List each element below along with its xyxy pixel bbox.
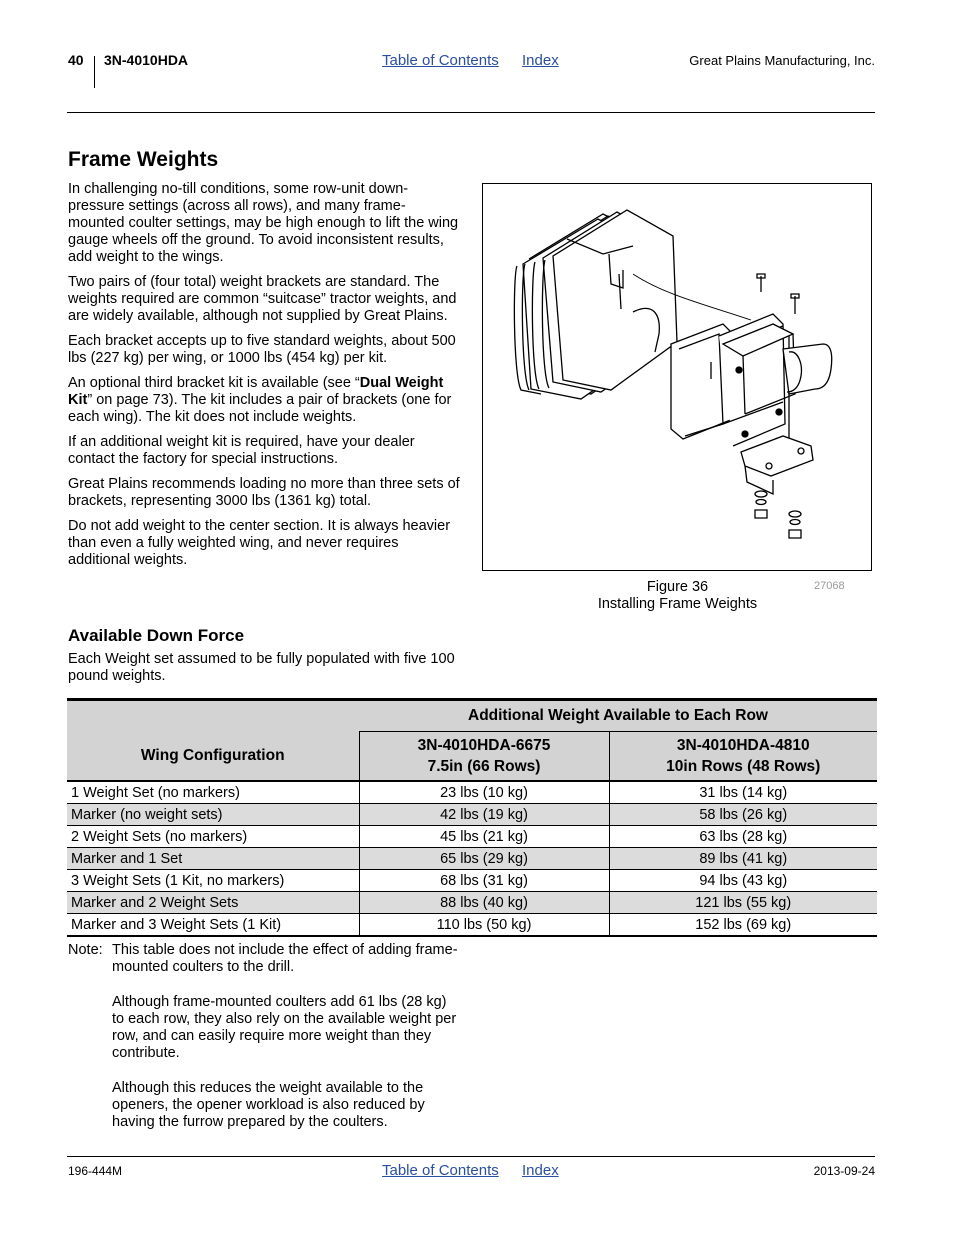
table-cell: 2 Weight Sets (no markers)	[67, 826, 359, 848]
subsection-intro: Each Weight set assumed to be fully populated with five 100 pound weights.	[68, 651, 455, 684]
note-label: Note:	[68, 942, 103, 958]
dual-weight-kit-link[interactable]: Dual Weight Kit	[68, 375, 444, 408]
paragraph	[68, 375, 460, 426]
table-row	[67, 781, 877, 804]
figure-frame-weights	[482, 183, 872, 571]
paragraph-text: ” on page 73). The kit includes a pair of brackets (one for each wing). The kit does not include weights.	[68, 392, 452, 425]
table-row	[67, 804, 877, 826]
table-cell: 152 lbs (69 kg)	[609, 914, 877, 937]
header-rule	[67, 112, 875, 113]
figure-caption: Installing Frame Weights	[597, 596, 758, 612]
table-cell: 68 lbs (31 kg)	[359, 870, 609, 892]
header-divider	[94, 56, 95, 88]
body-text	[68, 181, 460, 577]
table-row	[67, 914, 877, 937]
column-header-config: Wing Configuration	[67, 732, 359, 782]
figure-image-id: 27068	[814, 580, 845, 592]
company-name: Great Plains Manufacturing, Inc.	[689, 53, 875, 68]
figure-number: Figure 36	[646, 579, 709, 595]
table-cell: 31 lbs (14 kg)	[609, 781, 877, 804]
paragraph: Great Plains recommends loading no more than three sets of brackets, representing 3000 lbs (1361 kg) total.	[68, 476, 460, 509]
section-title: Frame Weights	[68, 148, 219, 171]
table-cell: 3 Weight Sets (1 Kit, no markers)	[67, 870, 359, 892]
table-cell: 1 Weight Set (no markers)	[67, 781, 359, 804]
table-cell: 89 lbs (41 kg)	[609, 848, 877, 870]
page-number: 40	[68, 52, 84, 68]
note-paragraph: Although frame-mounted coulters add 61 lbs (28 kg) to each row, they also rely on the available weight per row, and can easily require more weight than they contribute.	[112, 994, 457, 1061]
doc-date: 2013-09-24	[813, 1164, 875, 1178]
table-row	[67, 870, 877, 892]
model-name: 3N-4010HDA	[104, 52, 189, 68]
table-cell: 88 lbs (40 kg)	[359, 892, 609, 914]
table-cell: Marker and 1 Set	[67, 848, 359, 870]
group-header: Additional Weight Available to Each Row	[359, 700, 877, 732]
table-row	[67, 848, 877, 870]
note-paragraph: Although this reduces the weight available to the openers, the opener workload is also reduced by having the furrow prepared by the coulters.	[112, 1080, 425, 1130]
note-paragraph: This table does not include the effect of adding frame-mounted coulters to the drill.	[112, 942, 458, 975]
table-cell: 65 lbs (29 kg)	[359, 848, 609, 870]
column-header-6675	[359, 732, 609, 782]
paragraph: Two pairs of (four total) weight brackets are standard. The weights required are common “suitcase” tractor weights, and are widely available, although not supplied by Great Plains.	[68, 274, 457, 324]
table-row	[67, 892, 877, 914]
table-cell: 42 lbs (19 kg)	[359, 804, 609, 826]
footer-index-link[interactable]: Index	[522, 1162, 559, 1179]
table-cell: Marker (no weight sets)	[67, 804, 359, 826]
table-cell: 23 lbs (10 kg)	[359, 781, 609, 804]
footer-rule	[67, 1156, 875, 1157]
paragraph: Do not add weight to the center section. It is always heavier than even a fully weighted wing, and never requires additional weights.	[68, 518, 451, 568]
table-cell: Marker and 3 Weight Sets (1 Kit)	[67, 914, 359, 937]
column-header-4810	[609, 732, 877, 782]
paragraph: In challenging no-till conditions, some row-unit down-pressure settings (across all rows), and many frame-mounted coulter settings, may be high enough to lift the wing gauge wheels off the ground. To avoid inconsistent results, add weight to the wings.	[68, 181, 459, 265]
header-line: 3N-4010HDA-4810	[676, 737, 810, 754]
paragraph: If an additional weight kit is required, have your dealer contact the factory for special instructions.	[68, 434, 415, 467]
paragraph: Each bracket accepts up to five standard weights, about 500 lbs (227 kg) per wing, or 1000 lbs (454 kg) per kit.	[68, 333, 456, 366]
header-toc-link[interactable]: Table of Contents	[382, 52, 499, 69]
down-force-table	[67, 698, 877, 937]
table-cell: Marker and 2 Weight Sets	[67, 892, 359, 914]
header-index-link[interactable]: Index	[522, 52, 559, 69]
table-row	[67, 826, 877, 848]
table-cell: 121 lbs (55 kg)	[609, 892, 877, 914]
frame-weights-illustration	[483, 184, 871, 570]
header-line: 3N-4010HDA-6675	[417, 737, 551, 754]
header-line: 10in Rows (48 Rows)	[666, 758, 821, 775]
doc-number: 196-444M	[68, 1164, 123, 1178]
header-line: 7.5in (66 Rows)	[427, 758, 541, 775]
table-cell: 45 lbs (21 kg)	[359, 826, 609, 848]
table-cell: 110 lbs (50 kg)	[359, 914, 609, 937]
table-cell: 58 lbs (26 kg)	[609, 804, 877, 826]
footer-toc-link[interactable]: Table of Contents	[382, 1162, 499, 1179]
subsection-title: Available Down Force	[68, 626, 245, 645]
table-corner	[67, 700, 359, 732]
paragraph-text: An optional third bracket kit is available (see “	[68, 375, 360, 391]
table-cell: 94 lbs (43 kg)	[609, 870, 877, 892]
table-cell: 63 lbs (28 kg)	[609, 826, 877, 848]
